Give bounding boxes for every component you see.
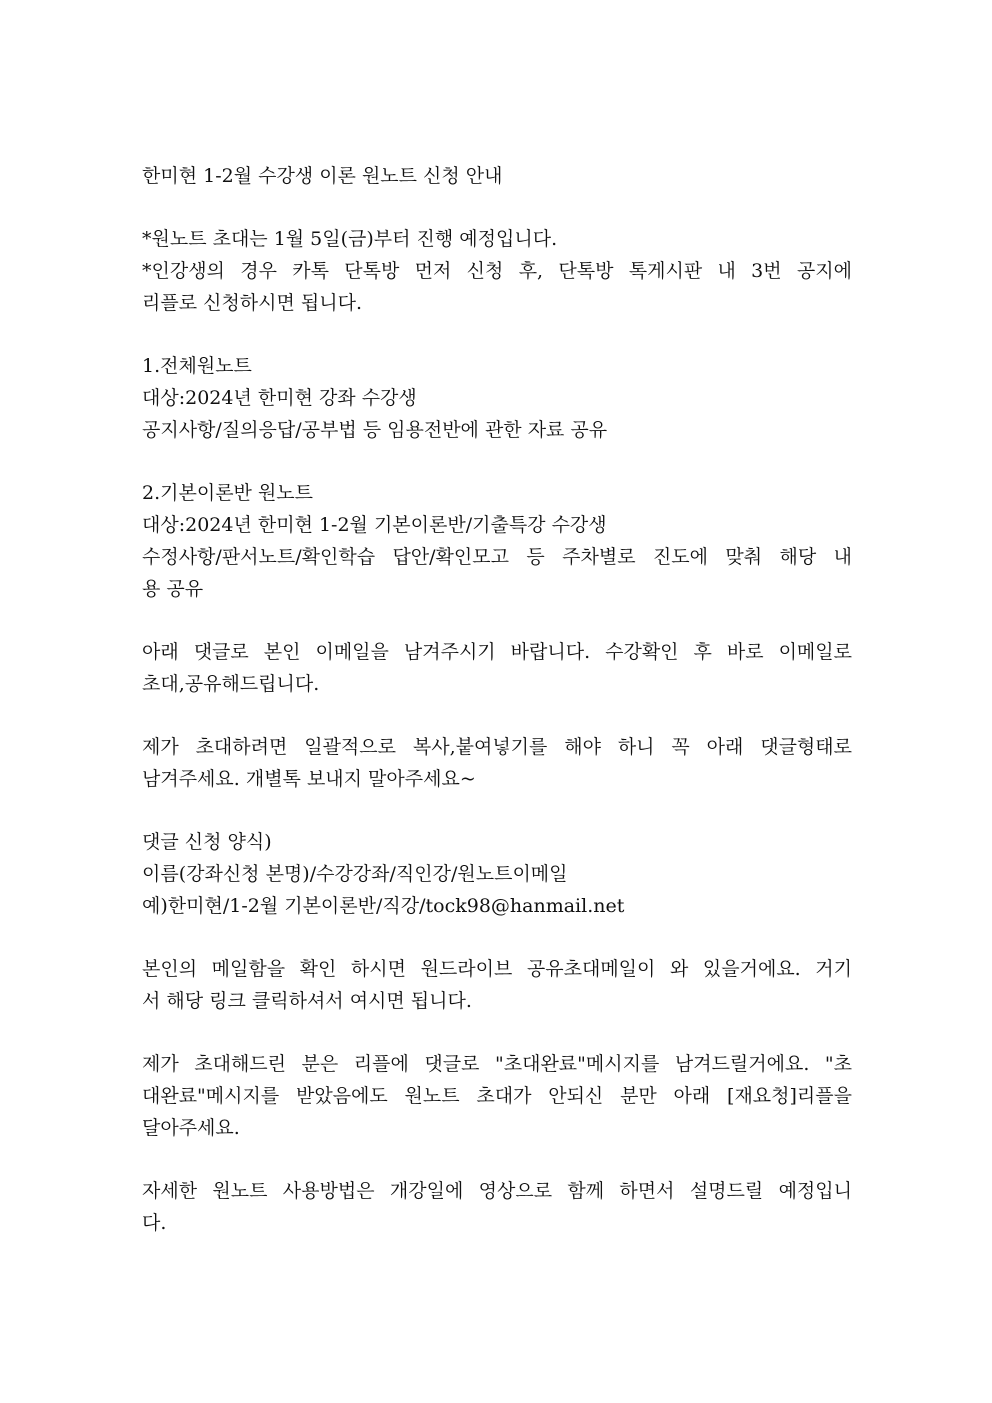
- section2-target: 대상:2024년 한미현 1-2월 기본이론반/기출특강 수강생: [142, 514, 607, 536]
- spacer: [142, 319, 852, 350]
- notice-start-date: *원노트 초대는 1월 5일(금)부터 진행 예정입니다.: [142, 228, 558, 250]
- spacer: [142, 1144, 852, 1175]
- usage-note-text: 자세한 원노트 사용방법은 개강일에 영상으로 함께 하면서 설명드릴 예정입니: [142, 1180, 852, 1202]
- section2-heading: 2.기본이론반 원노트: [142, 482, 313, 504]
- comment-format-template: 이름(강좌신청 본명)/수강강좌/직인강/원노트이메일: [142, 863, 568, 885]
- spacer: [142, 446, 852, 477]
- spacer: [142, 795, 852, 826]
- section2-content-continued: 용 공유: [142, 578, 204, 600]
- notice-online-students-continued: 리플로 신청하시면 됩니다.: [142, 292, 363, 314]
- section1-target: 대상:2024년 한미현 강좌 수강생: [142, 387, 417, 409]
- completion-note-text-continued: 대완료"메시지를 받았음에도 원노트 초대가 안되신 분만 아래 [재요청]리플을: [142, 1085, 852, 1107]
- comment-format-heading: 댓글 신청 양식): [142, 831, 272, 853]
- email-request-text-continued: 초대,공유해드립니다.: [142, 673, 320, 695]
- section1-content: 공지사항/질의응답/공부법 등 임용전반에 관한 자료 공유: [142, 419, 608, 441]
- spacer: [142, 192, 852, 223]
- bulk-note-text-continued: 남겨주세요. 개별톡 보내지 말아주세요~: [142, 768, 476, 790]
- comment-format-example: 예)한미현/1-2월 기본이론반/직강/tock98@hanmail.net: [142, 895, 625, 917]
- mailbox-note-text: 본인의 메일함을 확인 하시면 원드라이브 공유초대메일이 와 있을거에요. 거기: [142, 958, 852, 980]
- spacer: [142, 1017, 852, 1048]
- notice-online-students: *인강생의 경우 카톡 단톡방 먼저 신청 후, 단톡방 톡게시판 내 3번 공지에: [142, 260, 852, 282]
- usage-note-text-continued: 다.: [142, 1212, 167, 1234]
- mailbox-note-text-continued: 서 해당 링크 클릭하셔서 여시면 됩니다.: [142, 990, 472, 1012]
- document-page: [142, 160, 852, 1239]
- bulk-note-text: 제가 초대하려면 일괄적으로 복사,붙여넣기를 해야 하니 꼭 아래 댓글형태로: [142, 736, 852, 758]
- spacer: [142, 605, 852, 636]
- section2-content: 수정사항/판서노트/확인학습 답안/확인모고 등 주차별로 진도에 맞춰 해당 내: [142, 546, 852, 568]
- section1-heading: 1.전체원노트: [142, 355, 252, 377]
- spacer: [142, 922, 852, 953]
- spacer: [142, 700, 852, 731]
- document-title: 한미현 1-2월 수강생 이론 원노트 신청 안내: [142, 165, 503, 187]
- email-request-text: 아래 댓글로 본인 이메일을 남겨주시기 바랍니다. 수강확인 후 바로 이메일로: [142, 641, 852, 663]
- completion-note-text-end: 달아주세요.: [142, 1117, 240, 1139]
- completion-note-text: 제가 초대해드린 분은 리플에 댓글로 "초대완료"메시지를 남겨드릴거에요. "초: [142, 1053, 852, 1075]
